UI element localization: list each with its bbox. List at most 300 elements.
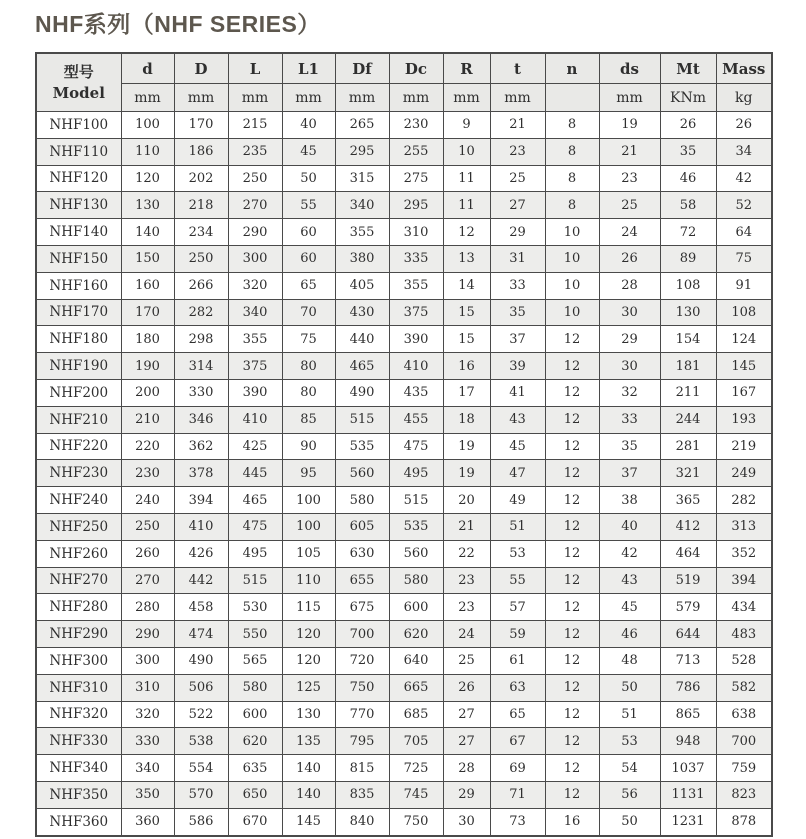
value-cell: 8 (545, 165, 599, 192)
value-cell: 12 (545, 513, 599, 540)
value-cell: 38 (599, 487, 660, 514)
value-cell: 41 (490, 379, 545, 406)
value-cell: 270 (228, 192, 282, 219)
value-cell: 10 (443, 138, 490, 165)
value-cell: 90 (282, 433, 335, 460)
value-cell: 49 (490, 487, 545, 514)
value-cell: 362 (174, 433, 228, 460)
value-cell: 30 (599, 353, 660, 380)
value-cell: 26 (443, 674, 490, 701)
value-cell: 125 (282, 674, 335, 701)
model-cell: NHF200 (36, 379, 121, 406)
value-cell: 230 (121, 460, 174, 487)
value-cell: 43 (490, 406, 545, 433)
value-cell: 835 (335, 781, 389, 808)
column-label-d: d (121, 53, 174, 84)
table-body (36, 112, 772, 836)
model-cell: NHF310 (36, 674, 121, 701)
column-unit-Dc: mm (389, 84, 443, 112)
value-cell: 12 (545, 460, 599, 487)
value-cell: 140 (282, 781, 335, 808)
value-cell: 42 (599, 540, 660, 567)
value-cell: 71 (490, 781, 545, 808)
value-cell: 365 (660, 487, 716, 514)
value-cell: 145 (282, 808, 335, 835)
value-cell: 355 (389, 272, 443, 299)
value-cell: 240 (121, 487, 174, 514)
value-cell: 210 (121, 406, 174, 433)
model-cell: NHF220 (36, 433, 121, 460)
value-cell: 37 (599, 460, 660, 487)
value-cell: 320 (228, 272, 282, 299)
value-cell: 220 (121, 433, 174, 460)
model-cell: NHF210 (36, 406, 121, 433)
value-cell: 644 (660, 621, 716, 648)
value-cell: 8 (545, 138, 599, 165)
value-cell: 14 (443, 272, 490, 299)
value-cell: 12 (545, 379, 599, 406)
value-cell: 51 (490, 513, 545, 540)
value-cell: 620 (389, 621, 443, 648)
value-cell: 60 (282, 219, 335, 246)
value-cell: 73 (490, 808, 545, 835)
value-cell: 310 (121, 674, 174, 701)
column-unit-ds: mm (599, 84, 660, 112)
value-cell: 352 (716, 540, 772, 567)
value-cell: 265 (335, 112, 389, 139)
value-cell: 295 (335, 138, 389, 165)
value-cell: 24 (599, 219, 660, 246)
value-cell: 135 (282, 728, 335, 755)
value-cell: 375 (389, 299, 443, 326)
value-cell: 60 (282, 245, 335, 272)
value-cell: 665 (389, 674, 443, 701)
value-cell: 12 (545, 487, 599, 514)
table-row (36, 112, 772, 139)
value-cell: 40 (599, 513, 660, 540)
value-cell: 745 (389, 781, 443, 808)
value-cell: 483 (716, 621, 772, 648)
value-cell: 69 (490, 755, 545, 782)
value-cell: 100 (282, 513, 335, 540)
value-cell: 474 (174, 621, 228, 648)
value-cell: 275 (389, 165, 443, 192)
value-cell: 465 (228, 487, 282, 514)
table-row (36, 245, 772, 272)
value-cell: 235 (228, 138, 282, 165)
value-cell: 378 (174, 460, 228, 487)
value-cell: 23 (599, 165, 660, 192)
value-cell: 580 (389, 567, 443, 594)
table-row (36, 487, 772, 514)
value-cell: 360 (121, 808, 174, 835)
model-cell: NHF330 (36, 728, 121, 755)
value-cell: 55 (282, 192, 335, 219)
value-cell: 579 (660, 594, 716, 621)
value-cell: 410 (228, 406, 282, 433)
value-cell: 638 (716, 701, 772, 728)
value-cell: 23 (443, 567, 490, 594)
value-cell: 24 (443, 621, 490, 648)
value-cell: 298 (174, 326, 228, 353)
value-cell: 17 (443, 379, 490, 406)
value-cell: 475 (228, 513, 282, 540)
value-cell: 215 (228, 112, 282, 139)
header-row-units (36, 84, 772, 112)
value-cell: 154 (660, 326, 716, 353)
value-cell: 300 (121, 647, 174, 674)
value-cell: 1037 (660, 755, 716, 782)
value-cell: 50 (599, 674, 660, 701)
value-cell: 53 (599, 728, 660, 755)
value-cell: 100 (282, 487, 335, 514)
table-row (36, 138, 772, 165)
value-cell: 464 (660, 540, 716, 567)
value-cell: 218 (174, 192, 228, 219)
value-cell: 124 (716, 326, 772, 353)
value-cell: 25 (443, 647, 490, 674)
column-unit-t: mm (490, 84, 545, 112)
table-row (36, 272, 772, 299)
value-cell: 27 (490, 192, 545, 219)
model-cell: NHF170 (36, 299, 121, 326)
column-label-Mt: Mt (660, 53, 716, 84)
value-cell: 45 (282, 138, 335, 165)
value-cell: 650 (228, 781, 282, 808)
value-cell: 515 (389, 487, 443, 514)
value-cell: 12 (545, 594, 599, 621)
value-cell: 45 (599, 594, 660, 621)
value-cell: 10 (545, 272, 599, 299)
value-cell: 260 (121, 540, 174, 567)
value-cell: 190 (121, 353, 174, 380)
value-cell: 335 (389, 245, 443, 272)
value-cell: 12 (545, 674, 599, 701)
value-cell: 170 (121, 299, 174, 326)
value-cell: 26 (716, 112, 772, 139)
value-cell: 16 (545, 808, 599, 835)
value-cell: 410 (174, 513, 228, 540)
value-cell: 330 (174, 379, 228, 406)
value-cell: 58 (660, 192, 716, 219)
model-header-sublabel: Model (52, 83, 105, 102)
value-cell: 630 (335, 540, 389, 567)
value-cell: 570 (174, 781, 228, 808)
model-cell: NHF120 (36, 165, 121, 192)
value-cell: 605 (335, 513, 389, 540)
model-cell: NHF350 (36, 781, 121, 808)
value-cell: 770 (335, 701, 389, 728)
page-title: NHF系列（NHF SERIES） (35, 11, 321, 37)
value-cell: 48 (599, 647, 660, 674)
value-cell: 70 (282, 299, 335, 326)
model-cell: NHF290 (36, 621, 121, 648)
table-row (36, 755, 772, 782)
value-cell: 320 (121, 701, 174, 728)
value-cell: 8 (545, 192, 599, 219)
value-cell: 713 (660, 647, 716, 674)
table-row (36, 647, 772, 674)
value-cell: 29 (490, 219, 545, 246)
value-cell: 46 (599, 621, 660, 648)
value-cell: 160 (121, 272, 174, 299)
value-cell: 11 (443, 165, 490, 192)
value-cell: 13 (443, 245, 490, 272)
model-cell: NHF230 (36, 460, 121, 487)
column-unit-L1: mm (282, 84, 335, 112)
value-cell: 46 (660, 165, 716, 192)
header-row-labels (36, 53, 772, 84)
value-cell: 15 (443, 299, 490, 326)
value-cell: 346 (174, 406, 228, 433)
column-label-L: L (228, 53, 282, 84)
table-row (36, 513, 772, 540)
value-cell: 29 (599, 326, 660, 353)
value-cell: 51 (599, 701, 660, 728)
value-cell: 426 (174, 540, 228, 567)
value-cell: 130 (660, 299, 716, 326)
value-cell: 32 (599, 379, 660, 406)
value-cell: 27 (443, 701, 490, 728)
value-cell: 515 (335, 406, 389, 433)
value-cell: 390 (228, 379, 282, 406)
model-cell: NHF180 (36, 326, 121, 353)
value-cell: 620 (228, 728, 282, 755)
value-cell: 202 (174, 165, 228, 192)
column-unit-Mt: KNm (660, 84, 716, 112)
value-cell: 355 (335, 219, 389, 246)
value-cell: 519 (660, 567, 716, 594)
value-cell: 495 (228, 540, 282, 567)
table-row (36, 326, 772, 353)
value-cell: 515 (228, 567, 282, 594)
table-row (36, 165, 772, 192)
value-cell: 250 (228, 165, 282, 192)
value-cell: 410 (389, 353, 443, 380)
model-cell: NHF100 (36, 112, 121, 139)
value-cell: 21 (599, 138, 660, 165)
value-cell: 375 (228, 353, 282, 380)
value-cell: 15 (443, 326, 490, 353)
value-cell: 565 (228, 647, 282, 674)
value-cell: 244 (660, 406, 716, 433)
table-row (36, 219, 772, 246)
value-cell: 490 (335, 379, 389, 406)
value-cell: 75 (716, 245, 772, 272)
value-cell: 95 (282, 460, 335, 487)
value-cell: 108 (716, 299, 772, 326)
value-cell: 290 (228, 219, 282, 246)
value-cell: 266 (174, 272, 228, 299)
value-cell: 54 (599, 755, 660, 782)
table-row (36, 808, 772, 835)
model-cell: NHF240 (36, 487, 121, 514)
value-cell: 234 (174, 219, 228, 246)
value-cell: 586 (174, 808, 228, 835)
value-cell: 186 (174, 138, 228, 165)
value-cell: 19 (443, 433, 490, 460)
table-row (36, 299, 772, 326)
value-cell: 442 (174, 567, 228, 594)
value-cell: 80 (282, 379, 335, 406)
table-row (36, 192, 772, 219)
value-cell: 75 (282, 326, 335, 353)
value-cell: 535 (389, 513, 443, 540)
value-cell: 390 (389, 326, 443, 353)
value-cell: 394 (716, 567, 772, 594)
value-cell: 61 (490, 647, 545, 674)
value-cell: 282 (716, 487, 772, 514)
value-cell: 535 (335, 433, 389, 460)
value-cell: 700 (716, 728, 772, 755)
value-cell: 506 (174, 674, 228, 701)
value-cell: 20 (443, 487, 490, 514)
value-cell: 21 (490, 112, 545, 139)
table-row (36, 567, 772, 594)
value-cell: 29 (443, 781, 490, 808)
value-cell: 140 (282, 755, 335, 782)
value-cell: 865 (660, 701, 716, 728)
table-row (36, 460, 772, 487)
value-cell: 120 (282, 621, 335, 648)
value-cell: 30 (599, 299, 660, 326)
value-cell: 600 (389, 594, 443, 621)
value-cell: 100 (121, 112, 174, 139)
value-cell: 12 (545, 433, 599, 460)
value-cell: 120 (121, 165, 174, 192)
value-cell: 795 (335, 728, 389, 755)
value-cell: 130 (282, 701, 335, 728)
value-cell: 255 (389, 138, 443, 165)
value-cell: 280 (121, 594, 174, 621)
value-cell: 12 (443, 219, 490, 246)
value-cell: 8 (545, 112, 599, 139)
value-cell: 120 (282, 647, 335, 674)
model-cell: NHF360 (36, 808, 121, 835)
value-cell: 815 (335, 755, 389, 782)
model-cell: NHF340 (36, 755, 121, 782)
model-header-label: 型号 (63, 63, 94, 82)
value-cell: 270 (121, 567, 174, 594)
value-cell: 434 (716, 594, 772, 621)
value-cell: 670 (228, 808, 282, 835)
value-cell: 250 (121, 513, 174, 540)
model-cell: NHF320 (36, 701, 121, 728)
value-cell: 59 (490, 621, 545, 648)
value-cell: 435 (389, 379, 443, 406)
value-cell: 18 (443, 406, 490, 433)
column-label-t: t (490, 53, 545, 84)
value-cell: 12 (545, 781, 599, 808)
value-cell: 300 (228, 245, 282, 272)
value-cell: 140 (121, 219, 174, 246)
value-cell: 321 (660, 460, 716, 487)
value-cell: 528 (716, 647, 772, 674)
value-cell: 310 (389, 219, 443, 246)
value-cell: 705 (389, 728, 443, 755)
value-cell: 720 (335, 647, 389, 674)
value-cell: 1231 (660, 808, 716, 835)
model-cell: NHF130 (36, 192, 121, 219)
value-cell: 43 (599, 567, 660, 594)
value-cell: 12 (545, 621, 599, 648)
value-cell: 170 (174, 112, 228, 139)
value-cell: 340 (121, 755, 174, 782)
model-cell: NHF160 (36, 272, 121, 299)
value-cell: 823 (716, 781, 772, 808)
value-cell: 16 (443, 353, 490, 380)
value-cell: 458 (174, 594, 228, 621)
value-cell: 250 (174, 245, 228, 272)
column-unit-n (545, 84, 599, 112)
value-cell: 10 (545, 245, 599, 272)
value-cell: 580 (335, 487, 389, 514)
value-cell: 56 (599, 781, 660, 808)
value-cell: 26 (660, 112, 716, 139)
value-cell: 330 (121, 728, 174, 755)
value-cell: 72 (660, 219, 716, 246)
value-cell: 230 (389, 112, 443, 139)
value-cell: 475 (389, 433, 443, 460)
value-cell: 430 (335, 299, 389, 326)
value-cell: 23 (443, 594, 490, 621)
table-row (36, 540, 772, 567)
value-cell: 405 (335, 272, 389, 299)
value-cell: 211 (660, 379, 716, 406)
value-cell: 700 (335, 621, 389, 648)
value-cell: 181 (660, 353, 716, 380)
model-cell: NHF280 (36, 594, 121, 621)
value-cell: 394 (174, 487, 228, 514)
value-cell: 80 (282, 353, 335, 380)
value-cell: 57 (490, 594, 545, 621)
value-cell: 12 (545, 567, 599, 594)
value-cell: 538 (174, 728, 228, 755)
column-unit-d: mm (121, 84, 174, 112)
value-cell: 67 (490, 728, 545, 755)
value-cell: 22 (443, 540, 490, 567)
value-cell: 130 (121, 192, 174, 219)
value-cell: 12 (545, 406, 599, 433)
column-label-L1: L1 (282, 53, 335, 84)
value-cell: 295 (389, 192, 443, 219)
column-unit-R: mm (443, 84, 490, 112)
value-cell: 19 (599, 112, 660, 139)
value-cell: 23 (490, 138, 545, 165)
value-cell: 554 (174, 755, 228, 782)
value-cell: 313 (716, 513, 772, 540)
column-unit-Mass: kg (716, 84, 772, 112)
value-cell: 12 (545, 755, 599, 782)
value-cell: 193 (716, 406, 772, 433)
value-cell: 180 (121, 326, 174, 353)
column-unit-L: mm (228, 84, 282, 112)
value-cell: 750 (389, 808, 443, 835)
value-cell: 878 (716, 808, 772, 835)
model-cell: NHF300 (36, 647, 121, 674)
value-cell: 145 (716, 353, 772, 380)
value-cell: 340 (335, 192, 389, 219)
column-label-ds: ds (599, 53, 660, 84)
value-cell: 655 (335, 567, 389, 594)
value-cell: 28 (443, 755, 490, 782)
value-cell: 91 (716, 272, 772, 299)
value-cell: 39 (490, 353, 545, 380)
value-cell: 9 (443, 112, 490, 139)
value-cell: 530 (228, 594, 282, 621)
column-unit-D: mm (174, 84, 228, 112)
value-cell: 840 (335, 808, 389, 835)
